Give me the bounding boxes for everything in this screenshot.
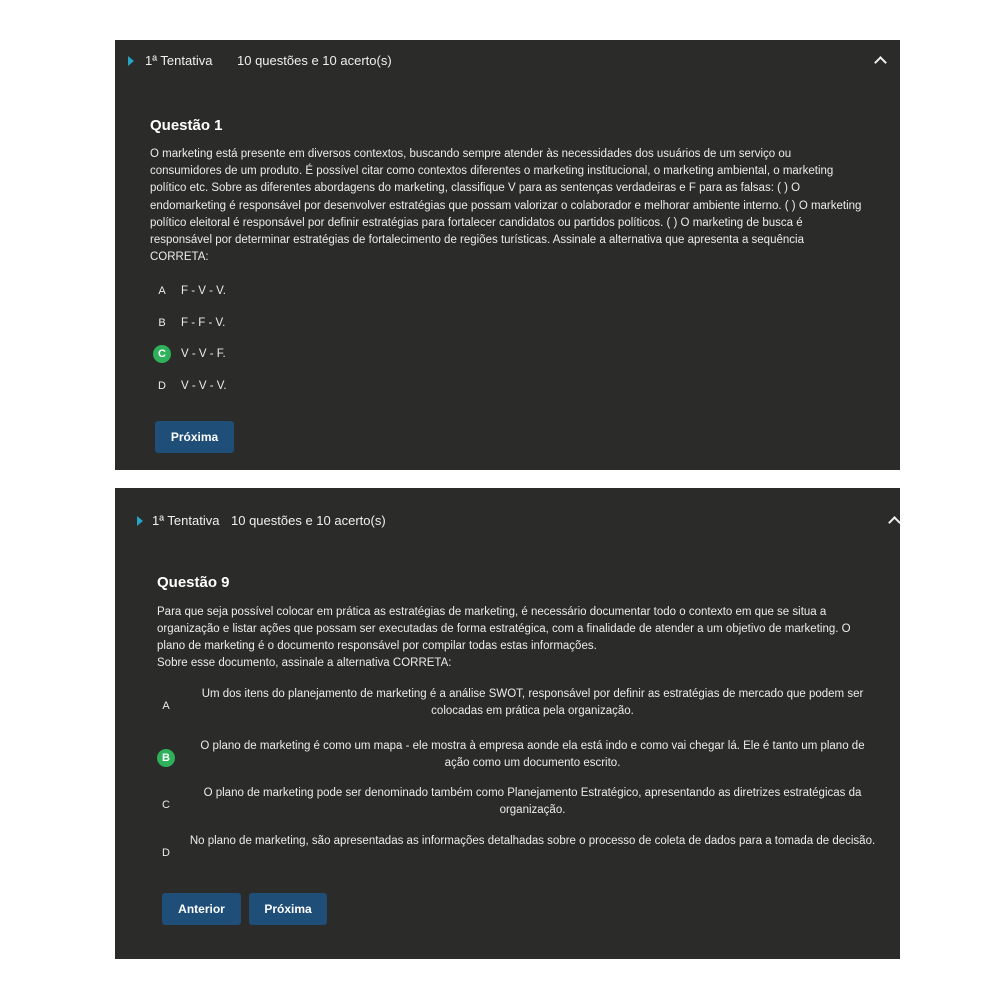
option-text: O plano de marketing pode ser denominado também como Planejamento Estratégico, apresentando as diretrizes estratégicas da organização. [203,787,862,816]
attempt-header[interactable] [115,500,900,540]
question-prompt: Sobre esse documento, assinale a alternativa CORRETA: [157,657,452,669]
attempt-stats: 10 questões e 10 acerto(s) [237,53,392,68]
question-title: Questão 1 [150,117,223,134]
option-a[interactable] [115,686,900,726]
option-c[interactable] [153,345,226,363]
option-text: V - V - V. [181,380,227,392]
question-text [157,604,877,672]
option-letter: D [162,847,170,859]
option-text: O plano de marketing é como um mapa - ele mostra à empresa aonde ela está indo e como vai chegar lá. Ele é tanto um plano de ação como um documento escrito. [200,740,865,769]
attempt-label: 1ª Tentativa [152,513,220,528]
option-b[interactable] [153,314,225,332]
question-text: O marketing está presente em diversos contextos, buscando sempre atender às necessidades dos usuários de um serviço ou consumidores de um produto. É possível citar como contextos diferentes o marketing institucional, o marketing ambiental, o marketing político etc. Sobre as diferentes abordagens do marketing, classifique V para as sentenças verdadeiras e F para as falsas: ( ) O endomarketing é responsável por desenvolver estratégias que possam valorizar o colaborador e melhorar ambiente interno. ( ) O marketing político eleitoral é responsável por definir estratégias para fortalecer candidatos ou partidos políticos. ( ) O marketing de busca é responsável por determinar estratégias de fortalecimento de regiões turísticas. Assinale a alternativa que apresenta a sequência CORRETA: [150,148,862,264]
next-button[interactable]: Próxima [155,421,234,453]
option-text: No plano de marketing, são apresentadas as informações detalhadas sobre o processo de coleta de dados para a tomada de decisão. [189,835,876,847]
expand-arrow-icon [137,516,143,526]
attempt-panel-1 [115,40,900,470]
question-paragraph: Para que seja possível colocar em prática as estratégias de marketing, é necessário documentar todo o contexto em que se situa a organização e listar ações que possam ser executadas de forma estratégica, com a finalidade de atender a um objetivo de marketing. O plano de marketing é o documento responsável por compilar todas estas informações. [157,606,851,652]
option-d[interactable] [153,377,227,395]
attempt-panel-2 [115,488,900,959]
option-c[interactable] [115,785,900,825]
option-letter: C [162,799,170,811]
correct-answer-badge: C [153,345,171,363]
previous-button[interactable]: Anterior [162,893,241,925]
option-text: F - V - V. [181,285,226,297]
option-letter: A [158,285,166,297]
question-title: Questão 9 [157,574,230,591]
option-a[interactable] [153,282,226,300]
correct-answer-badge: B [157,749,175,767]
option-d[interactable] [115,833,900,873]
option-letter: D [158,380,166,392]
next-button[interactable]: Próxima [249,893,327,925]
chevron-up-icon[interactable] [874,56,887,69]
chevron-up-icon[interactable] [888,516,901,529]
expand-arrow-icon [128,56,134,66]
option-letter: B [158,317,166,329]
attempt-stats: 10 questões e 10 acerto(s) [231,513,386,528]
option-text: Um dos itens do planejamento de marketing é a análise SWOT, responsável por definir as estratégias de mercado que podem ser colocadas em prática pela organização. [201,688,864,717]
attempt-label: 1ª Tentativa [145,53,213,68]
option-b[interactable] [115,738,900,778]
option-text: F - F - V. [181,317,226,329]
option-text: V - V - F. [181,348,226,360]
option-letter: A [162,700,170,712]
attempt-header[interactable] [115,40,900,80]
